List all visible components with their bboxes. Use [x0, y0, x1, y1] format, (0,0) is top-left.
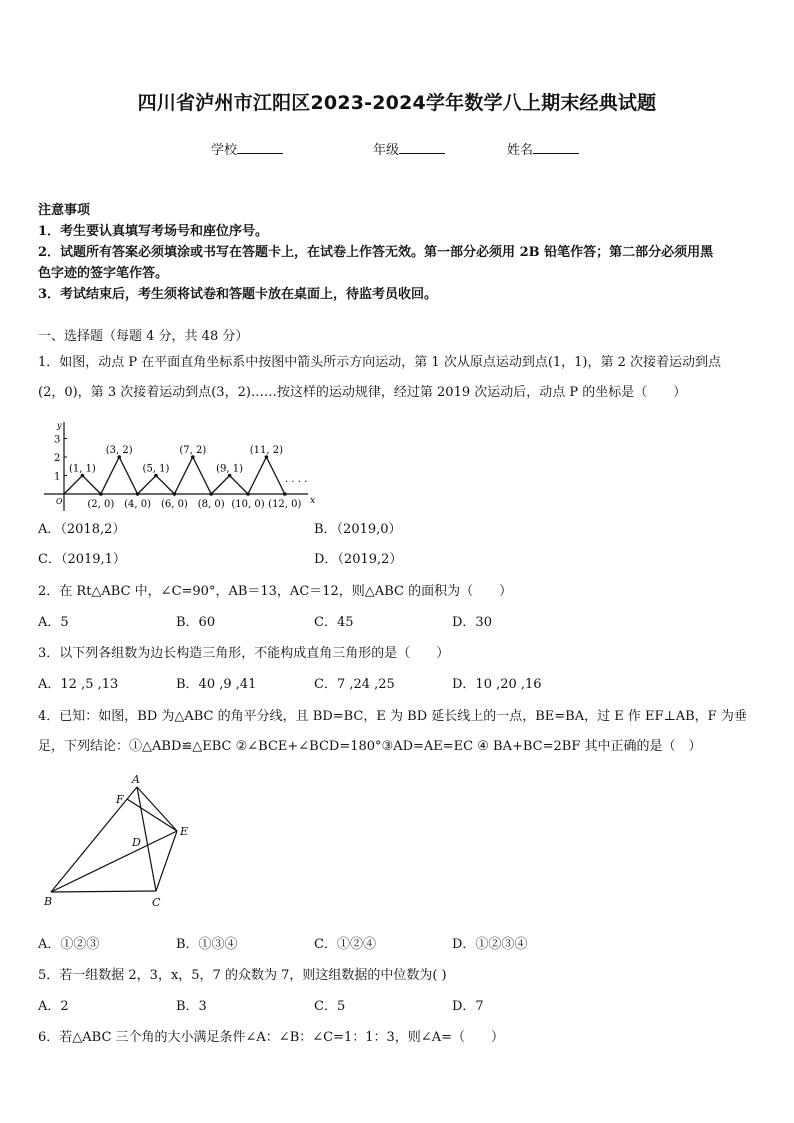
zigzag-path	[64, 457, 285, 494]
point-label: (9, 1)	[216, 463, 244, 475]
path-point	[209, 492, 213, 496]
page-title: 四川省泸州市江阳区2023-2024学年数学八上期末经典试题	[137, 92, 657, 114]
label-d: D	[132, 836, 141, 849]
point-label: (11, 2)	[249, 445, 284, 456]
path-point	[173, 492, 177, 496]
path-point	[99, 492, 103, 496]
motion-path-figure	[38, 418, 328, 514]
notice-item: 3．考试结束后，考生须将试卷和答题卡放在桌面上，待监考员收回。	[38, 287, 438, 302]
point-label: (4, 0)	[124, 499, 152, 510]
y-tick-label: 1	[54, 471, 61, 483]
option-d: D．①②③④	[452, 937, 528, 952]
option-d: D．7	[452, 999, 484, 1014]
notice-item: 1．考生要认真填写考场号和座位序号。	[38, 224, 269, 239]
option-d: D．30	[452, 615, 492, 630]
option-c: C．45	[314, 615, 354, 630]
point-label: (3, 2)	[105, 445, 133, 456]
origin-label: O	[56, 497, 63, 506]
point-label: (1, 1)	[68, 463, 96, 475]
segment-bc	[51, 891, 156, 892]
point-label: (8, 0)	[197, 499, 225, 510]
option-a: A．5	[38, 615, 69, 630]
triangle-figure	[38, 772, 198, 910]
section-heading: 一、选择题（每题 4 分，共 48 分）	[38, 329, 249, 344]
question-3: 3．以下列各组数为边长构造三角形，不能构成直角三角形的是（ ）	[38, 646, 450, 661]
label-f: F	[116, 793, 124, 806]
point-label: (5, 1)	[142, 463, 170, 475]
school-label: 学校	[211, 143, 238, 158]
option-b: B．3	[176, 999, 207, 1014]
x-axis-label: x	[310, 496, 316, 506]
label-a: A	[132, 773, 140, 786]
question-5: 5．若一组数据 2，3，x，5，7 的众数为 7，则这组数据的中位数为( )	[38, 968, 447, 983]
notice-item: 2．试题所有答案必须填涂或书写在答题卡上，在试卷上作答无效。第一部分必须用 2B 铅笔作答；第二部分必须用黑	[38, 245, 714, 260]
question-1-line-2: (2，0)，第 3 次接着运动到点(3，2)……按这样的运动规律，经过第 2019 次运动后，动点 P 的坐标是（ ）	[38, 385, 687, 400]
option-a: A．12 ,5 ,13	[38, 677, 119, 692]
label-b: B	[44, 895, 53, 908]
point-label: (6, 0)	[160, 499, 188, 510]
question-2: 2．在 Rt△ABC 中，∠C=90°，AB＝13，AC＝12，则△ABC 的面积为（ ）	[38, 584, 513, 599]
option-d: D．（2019,2）	[314, 552, 403, 567]
option-a: A．2	[38, 999, 69, 1014]
continuation-ellipsis: · · · ·	[285, 477, 308, 488]
grade-blank	[399, 141, 445, 154]
option-a: A．（2018,2）	[38, 522, 126, 537]
option-b: B．（2019,0）	[314, 522, 402, 537]
name-field	[507, 141, 579, 159]
y-tick-label: 3	[54, 434, 61, 446]
grade-label: 年级	[373, 143, 400, 158]
y-tick-label: 2	[54, 453, 61, 464]
path-point	[283, 492, 287, 496]
notice-heading: 注意事项	[38, 203, 91, 218]
option-a: A．①②③	[38, 937, 100, 952]
path-point	[246, 492, 250, 496]
option-b: B．60	[176, 615, 216, 630]
segment-ab	[51, 787, 137, 892]
option-c: C．7 ,24 ,25	[314, 677, 395, 692]
point-label: (7, 2)	[179, 445, 207, 456]
question-6: 6．若△ABC 三个角的大小满足条件∠A：∠B：∠C=1：1：3，则∠A=（ ）	[38, 1030, 504, 1045]
y-axis-label: y	[57, 421, 62, 430]
school-blank	[237, 141, 283, 154]
option-b: B．40 ,9 ,41	[176, 677, 257, 692]
question-4-line-1: 4．已知：如图，BD 为△ABC 的角平分线，且 BD=BC，E 为 BD 延长线上的一点，BE=BA，过 E 作 EF⊥AB，F 为垂	[38, 709, 747, 724]
point-label: (10, 0)	[231, 499, 265, 510]
path-point	[136, 492, 140, 496]
option-c: C．5	[314, 999, 346, 1014]
option-b: B．①③④	[176, 937, 238, 952]
name-label: 姓名	[507, 143, 534, 158]
segment-be	[51, 831, 177, 892]
point-label: (2, 0)	[87, 499, 115, 510]
question-1-line-1: 1．如图，动点 P 在平面直角坐标系中按图中箭头所示方向运动，第 1 次从原点运动到点(1，1)，第 2 次接着运动到点	[38, 355, 722, 370]
school-field	[211, 141, 283, 159]
label-e: E	[180, 825, 189, 838]
label-c: C	[152, 896, 161, 909]
point-label: (12, 0)	[268, 499, 302, 510]
option-c: C．（2019,1）	[38, 552, 126, 567]
option-d: D．10 ,20 ,16	[452, 677, 542, 692]
option-c: C．①②④	[314, 937, 376, 952]
name-blank	[533, 141, 579, 154]
grade-field	[373, 141, 445, 159]
notice-item: 色字迹的签字笔作答。	[38, 266, 169, 281]
question-4-line-2: 足，下列结论：①△ABD≌△EBC ②∠BCE+∠BCD=180°③AD=AE=EC ④ BA+BC=2BF 其中正确的是（ ）	[38, 739, 702, 754]
